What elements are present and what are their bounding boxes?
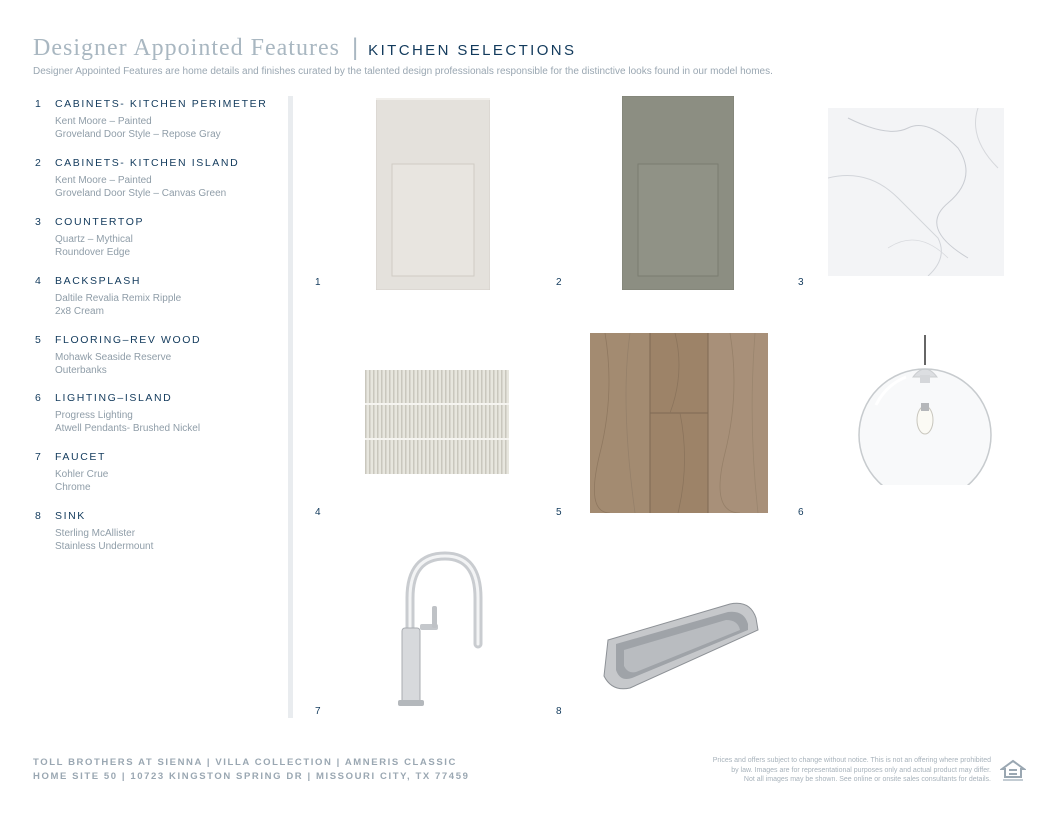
feature-item	[35, 510, 285, 553]
feature-title: FAUCET	[55, 451, 107, 463]
community-line: TOLL BROTHERS AT SIENNA | VILLA COLLECTION | AMNERIS CLASSIC	[33, 757, 457, 768]
feature-number: 3	[35, 216, 43, 228]
image-number-label: 7	[315, 706, 321, 717]
feature-item	[35, 451, 285, 494]
community-address	[33, 756, 469, 784]
section-title: KITCHEN SELECTIONS	[368, 42, 577, 59]
feature-number: 6	[35, 392, 43, 404]
feature-detail: Progress Lighting	[55, 410, 133, 421]
feature-detail: 2x8 Cream	[55, 306, 104, 317]
quartz-countertop-image	[828, 108, 1004, 276]
faucet-image	[390, 548, 490, 706]
feature-item	[35, 98, 285, 141]
feature-item	[35, 334, 285, 377]
feature-item	[35, 392, 285, 435]
feature-detail: Mohawk Seaside Reserve	[55, 352, 172, 363]
equal-housing-opportunity-icon	[1000, 758, 1026, 782]
feature-detail: Groveland Door Style – Repose Gray	[55, 129, 221, 140]
image-number-label: 1	[315, 277, 321, 288]
disclaimer-line: Prices and offers subject to change without notice. This is not an offering where prohibited	[712, 757, 991, 764]
feature-number: 2	[35, 157, 43, 169]
feature-detail: Sterling McAllister	[55, 528, 136, 539]
feature-detail: Atwell Pendants- Brushed Nickel	[55, 423, 201, 434]
feature-title: CABINETS- KITCHEN ISLAND	[55, 157, 240, 169]
feature-title: LIGHTING–ISLAND	[55, 392, 173, 404]
address-line: HOME SITE 50 | 10723 KINGSTON SPRING DR | MISSOURI CITY, TX 77459	[33, 771, 470, 782]
feature-detail: Groveland Door Style – Canvas Green	[55, 188, 227, 199]
image-number-label: 5	[556, 507, 562, 518]
green-cabinet-door-image	[622, 96, 734, 290]
feature-number: 5	[35, 334, 43, 346]
feature-number: 7	[35, 451, 43, 463]
feature-detail: Stainless Undermount	[55, 541, 154, 552]
feature-detail: Chrome	[55, 482, 91, 493]
feature-detail: Kent Moore – Painted	[55, 116, 152, 127]
feature-number: 4	[35, 275, 43, 287]
feature-title: FLOORING–REV WOOD	[55, 334, 202, 346]
image-number-label: 3	[798, 277, 804, 288]
disclaimer-line: by law. Images are for representational purposes only and actual product may differ.	[731, 766, 991, 774]
feature-item	[35, 275, 285, 318]
feature-number: 1	[35, 98, 43, 110]
feature-detail: Roundover Edge	[55, 247, 131, 258]
white-cabinet-door-image	[376, 98, 490, 290]
disclaimer-line: Not all images may be shown. See online or onsite sales consultants for details.	[743, 776, 991, 783]
feature-title: BACKSPLASH	[55, 275, 142, 287]
feature-title: CABINETS- KITCHEN PERIMETER	[55, 98, 268, 110]
feature-item	[35, 216, 285, 259]
vertical-divider	[288, 96, 293, 718]
sink-image	[590, 600, 760, 692]
image-number-label: 2	[556, 277, 562, 288]
title-separator: |	[351, 34, 359, 61]
feature-item	[35, 157, 285, 200]
page-header	[33, 34, 576, 64]
feature-detail: Kohler Crue	[55, 469, 109, 480]
image-number-label: 8	[556, 706, 562, 717]
globe-pendant-image	[856, 335, 994, 485]
page-subtitle: Designer Appointed Features are home details and finishes curated by the talented design professionals responsible for the distinctive looks found in our model homes.	[33, 66, 773, 77]
image-number-label: 4	[315, 507, 321, 518]
feature-number: 8	[35, 510, 43, 522]
feature-detail: Kent Moore – Painted	[55, 175, 152, 186]
disclaimer	[661, 756, 991, 785]
page-title: Designer Appointed Features	[33, 35, 340, 61]
wood-flooring-image	[590, 333, 768, 513]
feature-detail: Daltile Revalia Remix Ripple	[55, 293, 182, 304]
feature-title: SINK	[55, 510, 86, 522]
feature-detail: Quartz – Mythical	[55, 234, 133, 245]
feature-title: COUNTERTOP	[55, 216, 145, 228]
image-number-label: 6	[798, 507, 804, 518]
feature-detail: Outerbanks	[55, 365, 107, 376]
ripple-tile-image	[365, 370, 509, 474]
